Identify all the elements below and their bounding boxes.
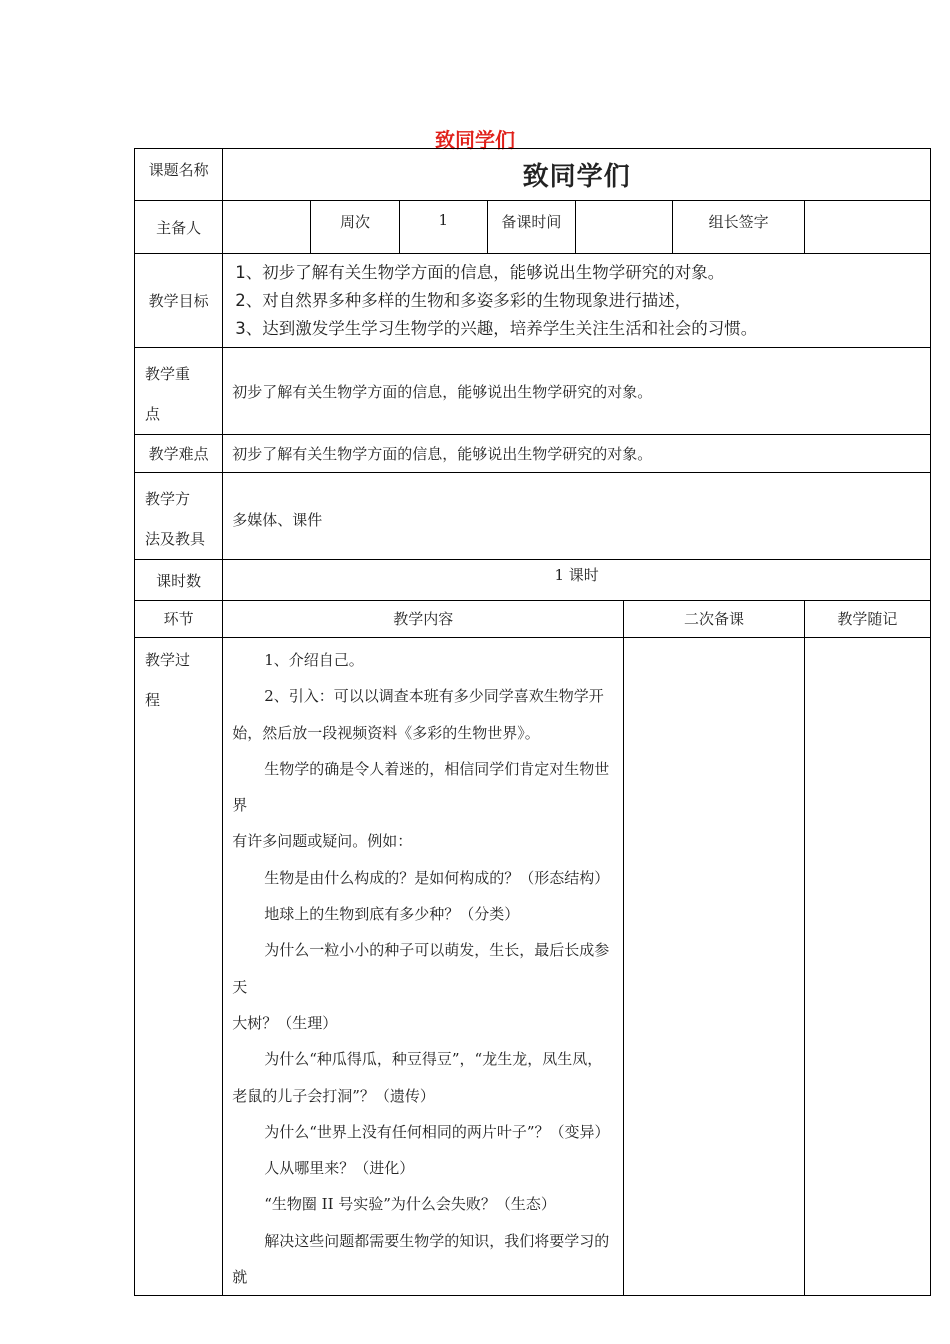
process-label-line2: 程 <box>145 691 161 709</box>
hours-row <box>135 560 931 601</box>
hours-label: 课时数 <box>135 560 223 601</box>
lesson-plan-table <box>134 148 931 1296</box>
process-paragraph: 为什么“世界上没有任何相同的两片叶子”？（变异） <box>264 1122 610 1141</box>
week-value: 1 <box>399 201 487 254</box>
methods-label <box>135 473 223 560</box>
prep-time-label: 备课时间 <box>487 201 575 254</box>
goals-list <box>223 254 931 348</box>
document-title: 致同学们 <box>435 128 515 152</box>
header-notes: 教学随记 <box>804 601 930 638</box>
process-paragraph: 2、引入：可以以调查本班有多少同学喜欢生物学开 <box>264 687 604 706</box>
process-paragraph: 为什么一粒小小的种子可以萌发，生长，最后长成参天 <box>232 941 610 996</box>
difficulties-value: 初步了解有关生物学方面的信息，能够说出生物学研究的对象。 <box>223 435 931 473</box>
key-points-label <box>135 348 223 435</box>
methods-label-line2: 法及教具 <box>145 530 206 548</box>
notes-cell <box>804 638 930 1296</box>
header-stage: 环节 <box>135 601 223 638</box>
difficulties-row <box>135 435 931 473</box>
goal-item: 2、对自然界多种多样的生物和多姿多彩的生物现象进行描述， <box>235 290 692 310</box>
hours-value: 1 课时 <box>223 560 931 601</box>
preparer-label: 主备人 <box>135 201 223 254</box>
process-paragraph: 解决这些问题都需要生物学的知识，我们将要学习的就 <box>232 1231 610 1287</box>
process-paragraph: 地球上的生物到底有多少种？（分类） <box>264 905 520 924</box>
process-header-row <box>135 601 931 638</box>
key-points-row <box>135 348 931 435</box>
methods-value: 多媒体、课件 <box>223 473 931 560</box>
goal-item: 3、达到激发学生学习生物学的兴趣，培养学生关注生活和社会的习惯。 <box>235 318 758 338</box>
goal-item: 1、初步了解有关生物学方面的信息，能够说出生物学研究的对象。 <box>235 262 725 282</box>
leader-signature-value <box>804 201 930 254</box>
process-paragraph: 人从哪里来？（进化） <box>264 1159 415 1178</box>
header-second-prep: 二次备课 <box>624 601 805 638</box>
process-label <box>135 638 223 1296</box>
topic-row <box>135 149 931 201</box>
leader-signature-label: 组长签字 <box>673 201 804 254</box>
header-content: 教学内容 <box>223 601 624 638</box>
topic-label: 课题名称 <box>135 149 223 201</box>
process-paragraph: 生物是由什么构成的？是如何构成的？（形态结构） <box>264 868 610 887</box>
process-label-line1: 教学过 <box>145 651 191 669</box>
goals-row <box>135 254 931 348</box>
methods-row <box>135 473 931 560</box>
second-prep-cell <box>624 638 805 1296</box>
key-points-label-line2: 点 <box>145 405 161 423</box>
goals-label: 教学目标 <box>135 254 223 348</box>
preparer-value <box>223 201 311 254</box>
process-content <box>223 638 624 1296</box>
process-paragraph: 有许多问题或疑问。例如： <box>232 832 413 851</box>
process-paragraph: 1、介绍自己。 <box>264 651 364 669</box>
process-paragraph: 生物学的确是令人着迷的，相信同学们肯定对生物世界 <box>232 759 610 815</box>
topic-name: 致同学们 <box>223 149 931 201</box>
preparer-row <box>135 201 931 254</box>
key-points-label-line1: 教学重 <box>145 365 191 383</box>
key-points-value: 初步了解有关生物学方面的信息，能够说出生物学研究的对象。 <box>223 348 931 435</box>
difficulties-label: 教学难点 <box>135 435 223 473</box>
process-paragraph: 始，然后放一段视频资料《多彩的生物世界》。 <box>232 723 540 742</box>
methods-label-line1: 教学方 <box>145 490 191 508</box>
week-label: 周次 <box>311 201 399 254</box>
process-paragraph: 老鼠的儿子会打洞”？（遗传） <box>232 1086 435 1105</box>
process-paragraph: 为什么“种瓜得瓜，种豆得豆”，“龙生龙，凤生凤， <box>264 1050 603 1069</box>
prep-time-value <box>576 201 673 254</box>
process-paragraph: 大树？（生理） <box>232 1013 338 1032</box>
process-paragraph: “生物圈 II 号实验”为什么会失败？（生态） <box>264 1195 556 1214</box>
process-row <box>135 638 931 1296</box>
